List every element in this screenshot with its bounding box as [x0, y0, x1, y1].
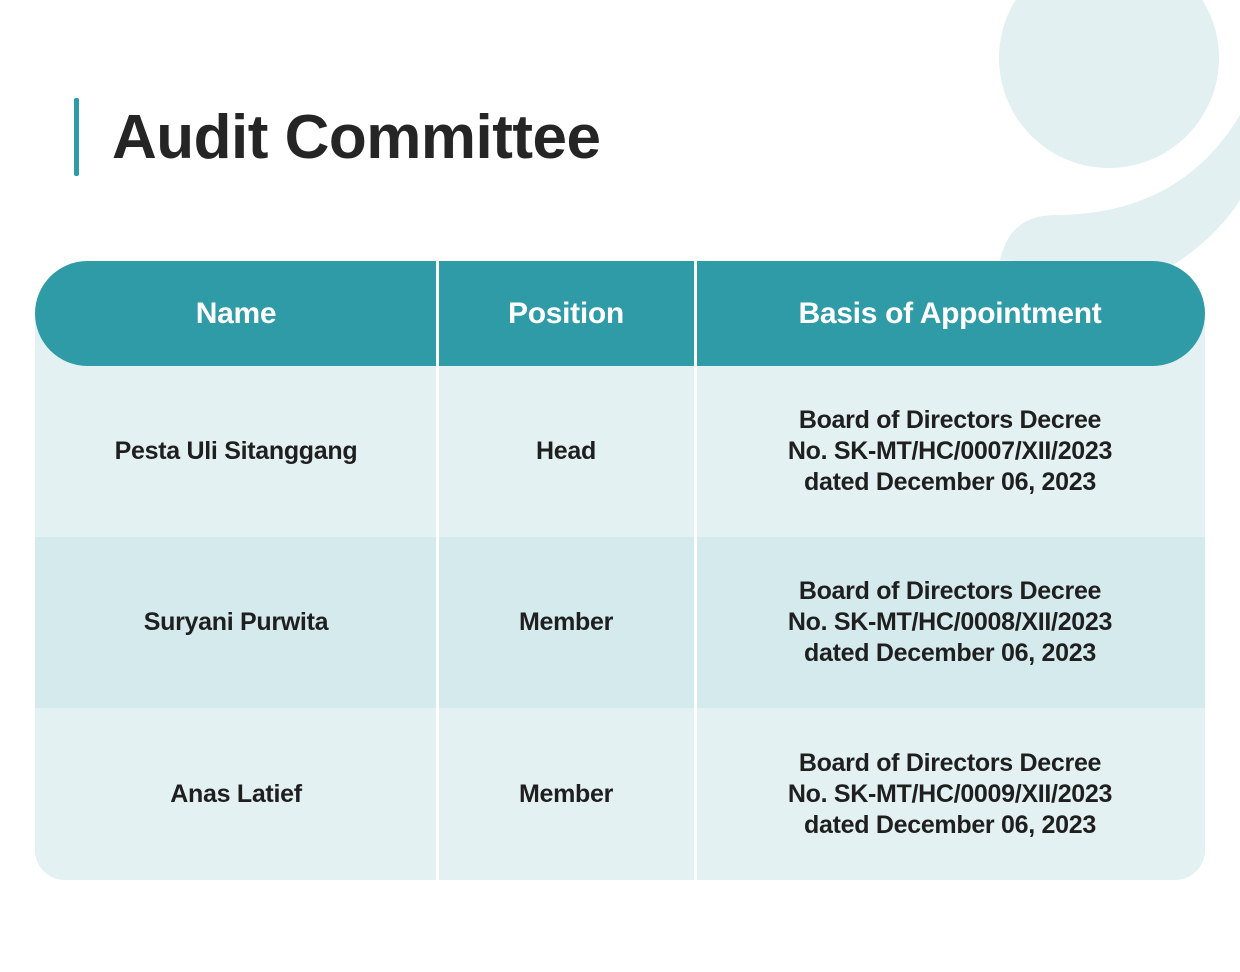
column-divider — [694, 261, 697, 880]
title-accent-bar — [74, 98, 79, 176]
table-row — [35, 366, 1205, 537]
decree-title: Board of Directors Decree — [798, 406, 1102, 434]
member-position: Member — [518, 779, 614, 808]
member-position: Member — [518, 608, 614, 636]
decree-date: dated December 06, 2023 — [804, 639, 1096, 667]
header-name: Name — [195, 296, 277, 330]
header-position: Position — [508, 296, 624, 330]
header-basis: Basis of Appointment — [798, 296, 1102, 330]
decree-title: Board of Directors Decree — [798, 577, 1102, 605]
table-row — [35, 708, 1205, 880]
decree-date: dated December 06, 2023 — [804, 810, 1096, 839]
appointment-basis — [695, 537, 1205, 708]
page-title: Audit Committee — [112, 103, 601, 172]
appointment-basis — [695, 366, 1205, 537]
member-position: Head — [536, 437, 596, 465]
appointment-basis — [695, 708, 1205, 880]
decor-curve — [1000, 115, 1240, 270]
decree-number: No. SK-MT/HC/0009/XII/2023 — [787, 779, 1113, 808]
table-header — [35, 261, 1205, 366]
decree-number: No. SK-MT/HC/0007/XII/2023 — [787, 437, 1113, 465]
member-name: Anas Latief — [170, 779, 302, 808]
table-row — [35, 537, 1205, 708]
column-divider — [436, 261, 439, 880]
decree-title: Board of Directors Decree — [798, 748, 1102, 777]
decree-date: dated December 06, 2023 — [804, 468, 1096, 496]
committee-table — [35, 261, 1205, 880]
decor-circle — [999, 0, 1219, 168]
decree-number: No. SK-MT/HC/0008/XII/2023 — [787, 608, 1113, 636]
member-name: Suryani Purwita — [143, 608, 329, 636]
member-name: Pesta Uli Sitanggang — [114, 437, 358, 465]
